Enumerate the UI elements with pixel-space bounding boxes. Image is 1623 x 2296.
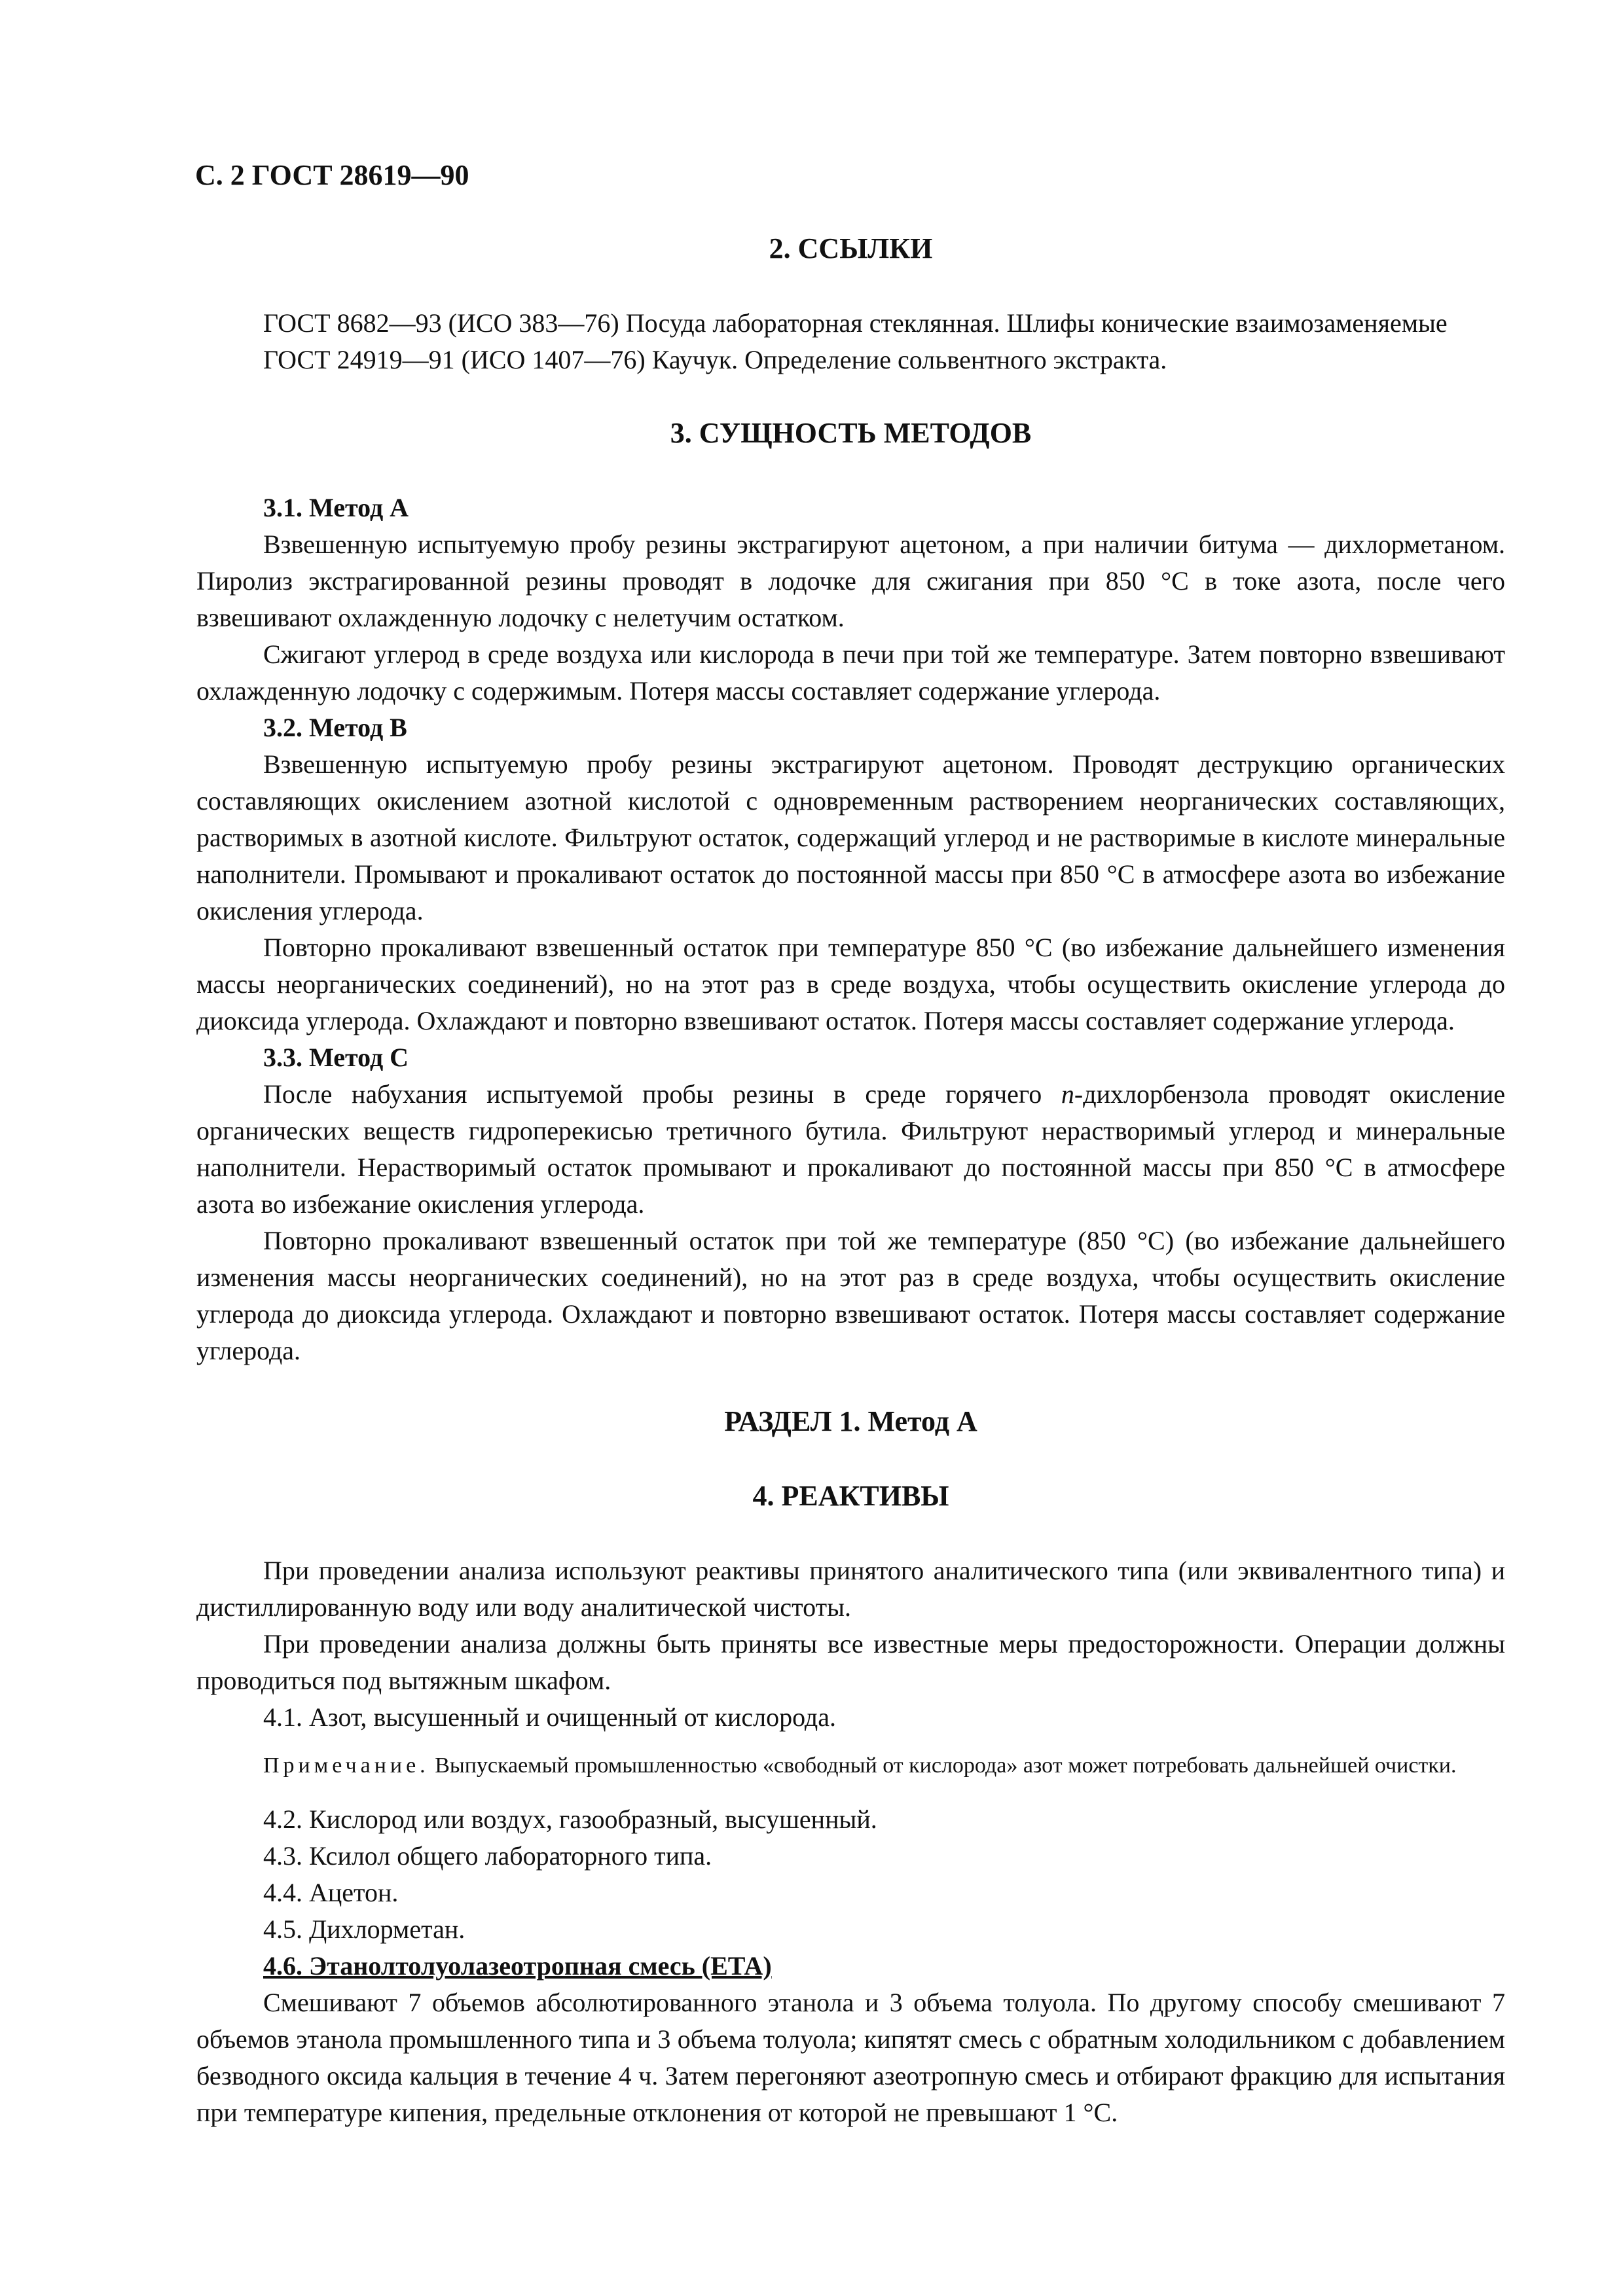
spacer <box>196 1369 1505 1403</box>
running-head: С. 2 ГОСТ 28619—90 <box>195 159 469 191</box>
reagent-item-4-3: 4.3. Ксилол общего лабораторного типа. <box>263 1841 712 1871</box>
method-b-heading: 3.2. Метод В <box>263 713 407 742</box>
reagents-paragraph: При проведении анализа должны быть приняты все известные меры предосторожности. Операции должны проводиться под вытяжным шкафом. <box>196 1629 1505 1695</box>
reference-gost-24919: ГОСТ 24919—91 (ИСО 1407—76) Каучук. Определение сольвентного экстракта. <box>263 345 1167 374</box>
note <box>196 1750 1505 1782</box>
method-c-paragraph <box>196 1076 1505 1223</box>
section-reagents <box>196 1478 1505 2131</box>
method-c-text-start: После набухания испытуемой пробы резины в среде горячего <box>263 1079 1061 1109</box>
reagent-item-4-1: 4.1. Азот, высушенный и очищенный от кислорода. <box>263 1702 837 1732</box>
reagents-paragraph: При проведении анализа используют реактивы принятого аналитического типа (или эквивалентного типа) и дистиллированную воду или воду аналитической чистоты. <box>196 1556 1505 1622</box>
reagent-item-4-6-text: Смешивают 7 объемов абсолютированного этанола и 3 объема толуола. По другому способу смешивают 7 объемов этанола промышленного типа и 3 объема толуола; кипятят смесь с обратным холодильником с добавлением безводного оксида кальция в течение 4 ч. Затем перегоняют азеотропную смесь и отбирают фракцию для испытания при температуре кипения, предельные отклонения от которой не превышают 1 °С. <box>196 1988 1505 2127</box>
reference-gost-8682: ГОСТ 8682—93 (ИСО 383—76) Посуда лабораторная стеклянная. Шлифы конические взаимозаменяемые <box>263 308 1448 338</box>
spacer <box>196 397 1505 415</box>
section-title-references: 2. ССЫЛКИ <box>769 232 933 264</box>
section-title-reagents: 4. РЕАКТИВЫ <box>752 1480 949 1512</box>
method-b-paragraph: Взвешенную испытуемую пробу резины экстрагируют ацетоном. Проводят деструкцию органических составляющих окислением азотной кислотой с одновременным растворением неорганических составляющих, растворимых в азотной кислоте. Фильтруют остаток, содержащий углерод и не растворимые в кислоте минеральные наполнители. Промывают и прокаливают остаток до постоянной массы при 850 °С в атмосфере азота во избежание окисления углерода. <box>196 749 1505 925</box>
reagent-item-4-2: 4.2. Кислород или воздух, газообразный, высушенный. <box>263 1804 877 1834</box>
method-b-paragraph: Повторно прокаливают взвешенный остаток при температуре 850 °С (во избежание дальнейшего изменения массы неорганических соединений), но на этот раз в среде воздуха, чтобы осуществить окисление углерода до диоксида углерода. Охлаждают и повторно взвешивают остаток. Потеря массы составляет содержание углерода. <box>196 933 1505 1035</box>
section-method-essence <box>196 415 1505 1369</box>
method-c-text-end: -дихлорбензола проводят окисление органических веществ гидроперекисью третичного бутила. Фильтруют нерастворимый углерод и минеральные наполнители. Нерастворимый остаток промывают и прокаливают до постоянной массы при 850 °С в атмосфере азота во избежание окисления углерода. <box>196 1079 1505 1219</box>
note-text: Выпускаемый промышленностью «свободный от кислорода» азот может потребовать дальнейшей очистки. <box>429 1753 1457 1778</box>
note-label: Примечание. <box>263 1753 429 1778</box>
method-c-italic-prefix: n <box>1061 1079 1074 1109</box>
reagent-item-4-6-heading <box>196 1948 1505 1984</box>
method-a-paragraph: Взвешенную испытуемую пробу резины экстрагируют ацетоном, а при наличии битума — дихлорметаном. Пиролиз экстрагированной резины проводят в лодочке для сжигания при 850 °С в токе азота, после чего взвешивают охлажденную лодочку с нелетучим остатком. <box>196 529 1505 632</box>
method-a-paragraph: Сжигают углерод в среде воздуха или кислорода в печи при той же температуре. Затем повторно взвешивают охлажденную лодочку с содержимым. Потеря массы составляет содержание углерода. <box>196 639 1505 706</box>
section-title-method-essence: 3. СУЩНОСТЬ МЕТОДОВ <box>670 417 1032 449</box>
method-a-heading: 3.1. Метод А <box>263 493 409 522</box>
method-c-heading: 3.3. Метод С <box>263 1043 409 1072</box>
reagent-item-4-5: 4.5. Дихлорметан. <box>263 1914 465 1944</box>
section-references <box>196 230 1505 378</box>
method-c-paragraph: Повторно прокаливают взвешенный остаток при той же температуре (850 °С) (во избежание дальнейшего изменения массы неорганических соединений), но на этот раз в среде воздуха, чтобы осуществить окисление углерода до диоксида углерода. Охлаждают и повторно взвешивают остаток. Потеря массы составляет содержание углерода. <box>196 1226 1505 1365</box>
part-title-method-a: РАЗДЕЛ 1. Метод А <box>724 1405 977 1437</box>
reagent-item-4-6-heading-text: 4.6. Этанолтолуолазеотропная смесь (ЕТА) <box>263 1951 772 1981</box>
reagent-item-4-4: 4.4. Ацетон. <box>263 1878 399 1907</box>
